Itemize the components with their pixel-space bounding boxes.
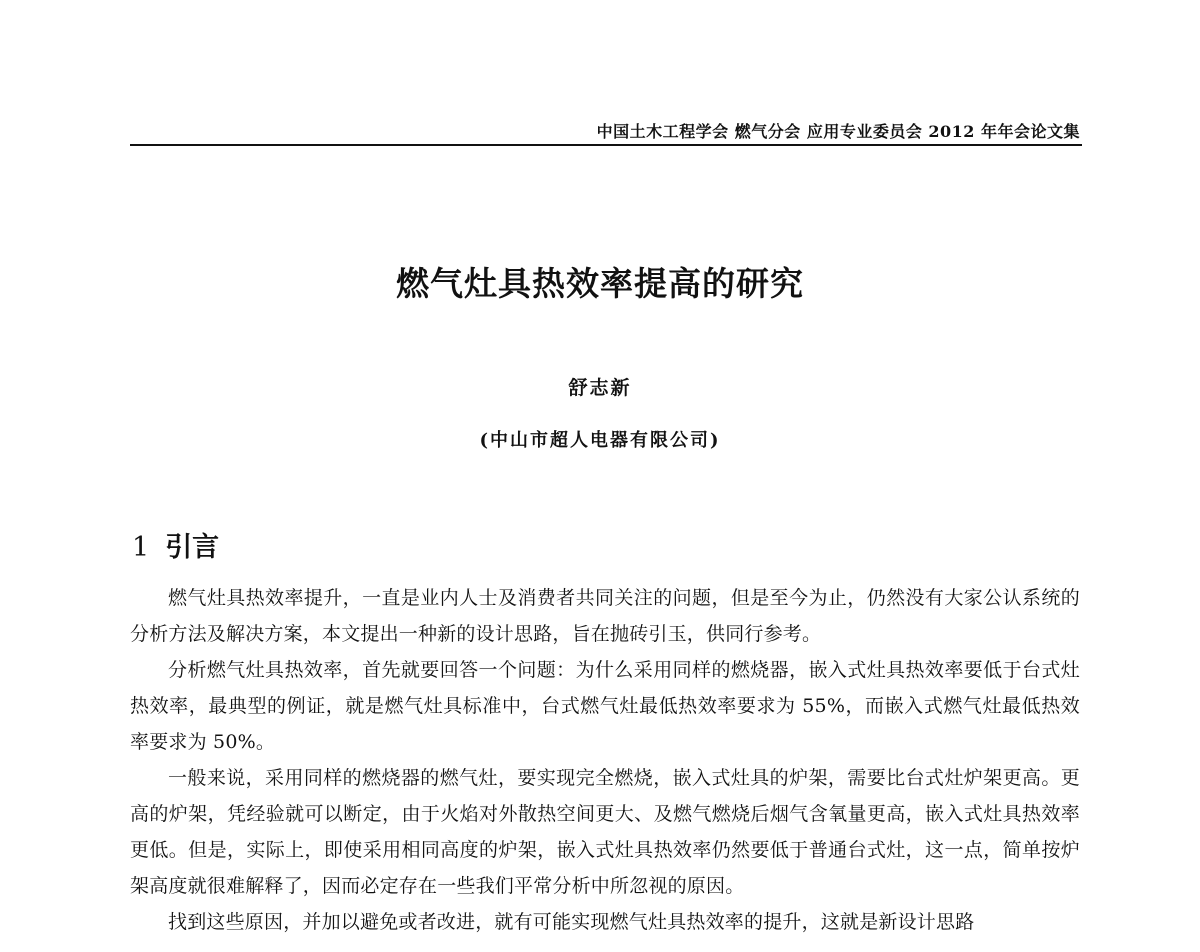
running-header-title: 中国土木工程学会 燃气分会 应用专业委员会 2012 年年会论文集: [596, 122, 1080, 141]
section-number: 1: [132, 532, 150, 563]
author-affiliation: (中山市超人电器有限公司): [479, 430, 721, 451]
running-header: [130, 118, 1082, 146]
paragraph: 一般来说，采用同样的燃烧器的燃气灶，要实现完全燃烧，嵌入式灶具的炉架，需要比台式灶炉架更高。更高的炉架，凭经验就可以断定，由于火焰对外散热空间更大、及燃气燃烧后烟气含氧量更高，嵌入式灶具热效率更低。但是，实际上，即使采用相同高度的炉架，嵌入式灶具热效率仍然要低于普通台式灶，这一点，简单按炉架高度就很难解释了，因而必定存在一些我们平常分析中所忽视的原因。: [130, 767, 1080, 897]
body-text: [130, 580, 1080, 940]
paragraph: 燃气灶具热效率提升，一直是业内人士及消费者共同关注的问题，但是至今为止，仍然没有大家公认系统的分析方法及解决方案，本文提出一种新的设计思路，旨在抛砖引玉，供同行参考。: [130, 587, 1080, 645]
paper-title: 燃气灶具热效率提高的研究: [396, 264, 804, 303]
section-heading: [132, 525, 219, 564]
section-title: 引言: [165, 532, 220, 563]
paragraph: 找到这些原因，并加以避免或者改进，就有可能实现燃气灶具热效率的提升，这就是新设计思路: [168, 911, 975, 933]
author-name: 舒志新: [568, 377, 632, 399]
paragraph: 分析燃气灶具热效率，首先就要回答一个问题：为什么采用同样的燃烧器，嵌入式灶具热效率要低于台式灶热效率，最典型的例证，就是燃气灶具标准中，台式燃气灶最低热效率要求为 55%，而嵌入式燃气灶最低热效率要求为 50%。: [130, 659, 1080, 753]
